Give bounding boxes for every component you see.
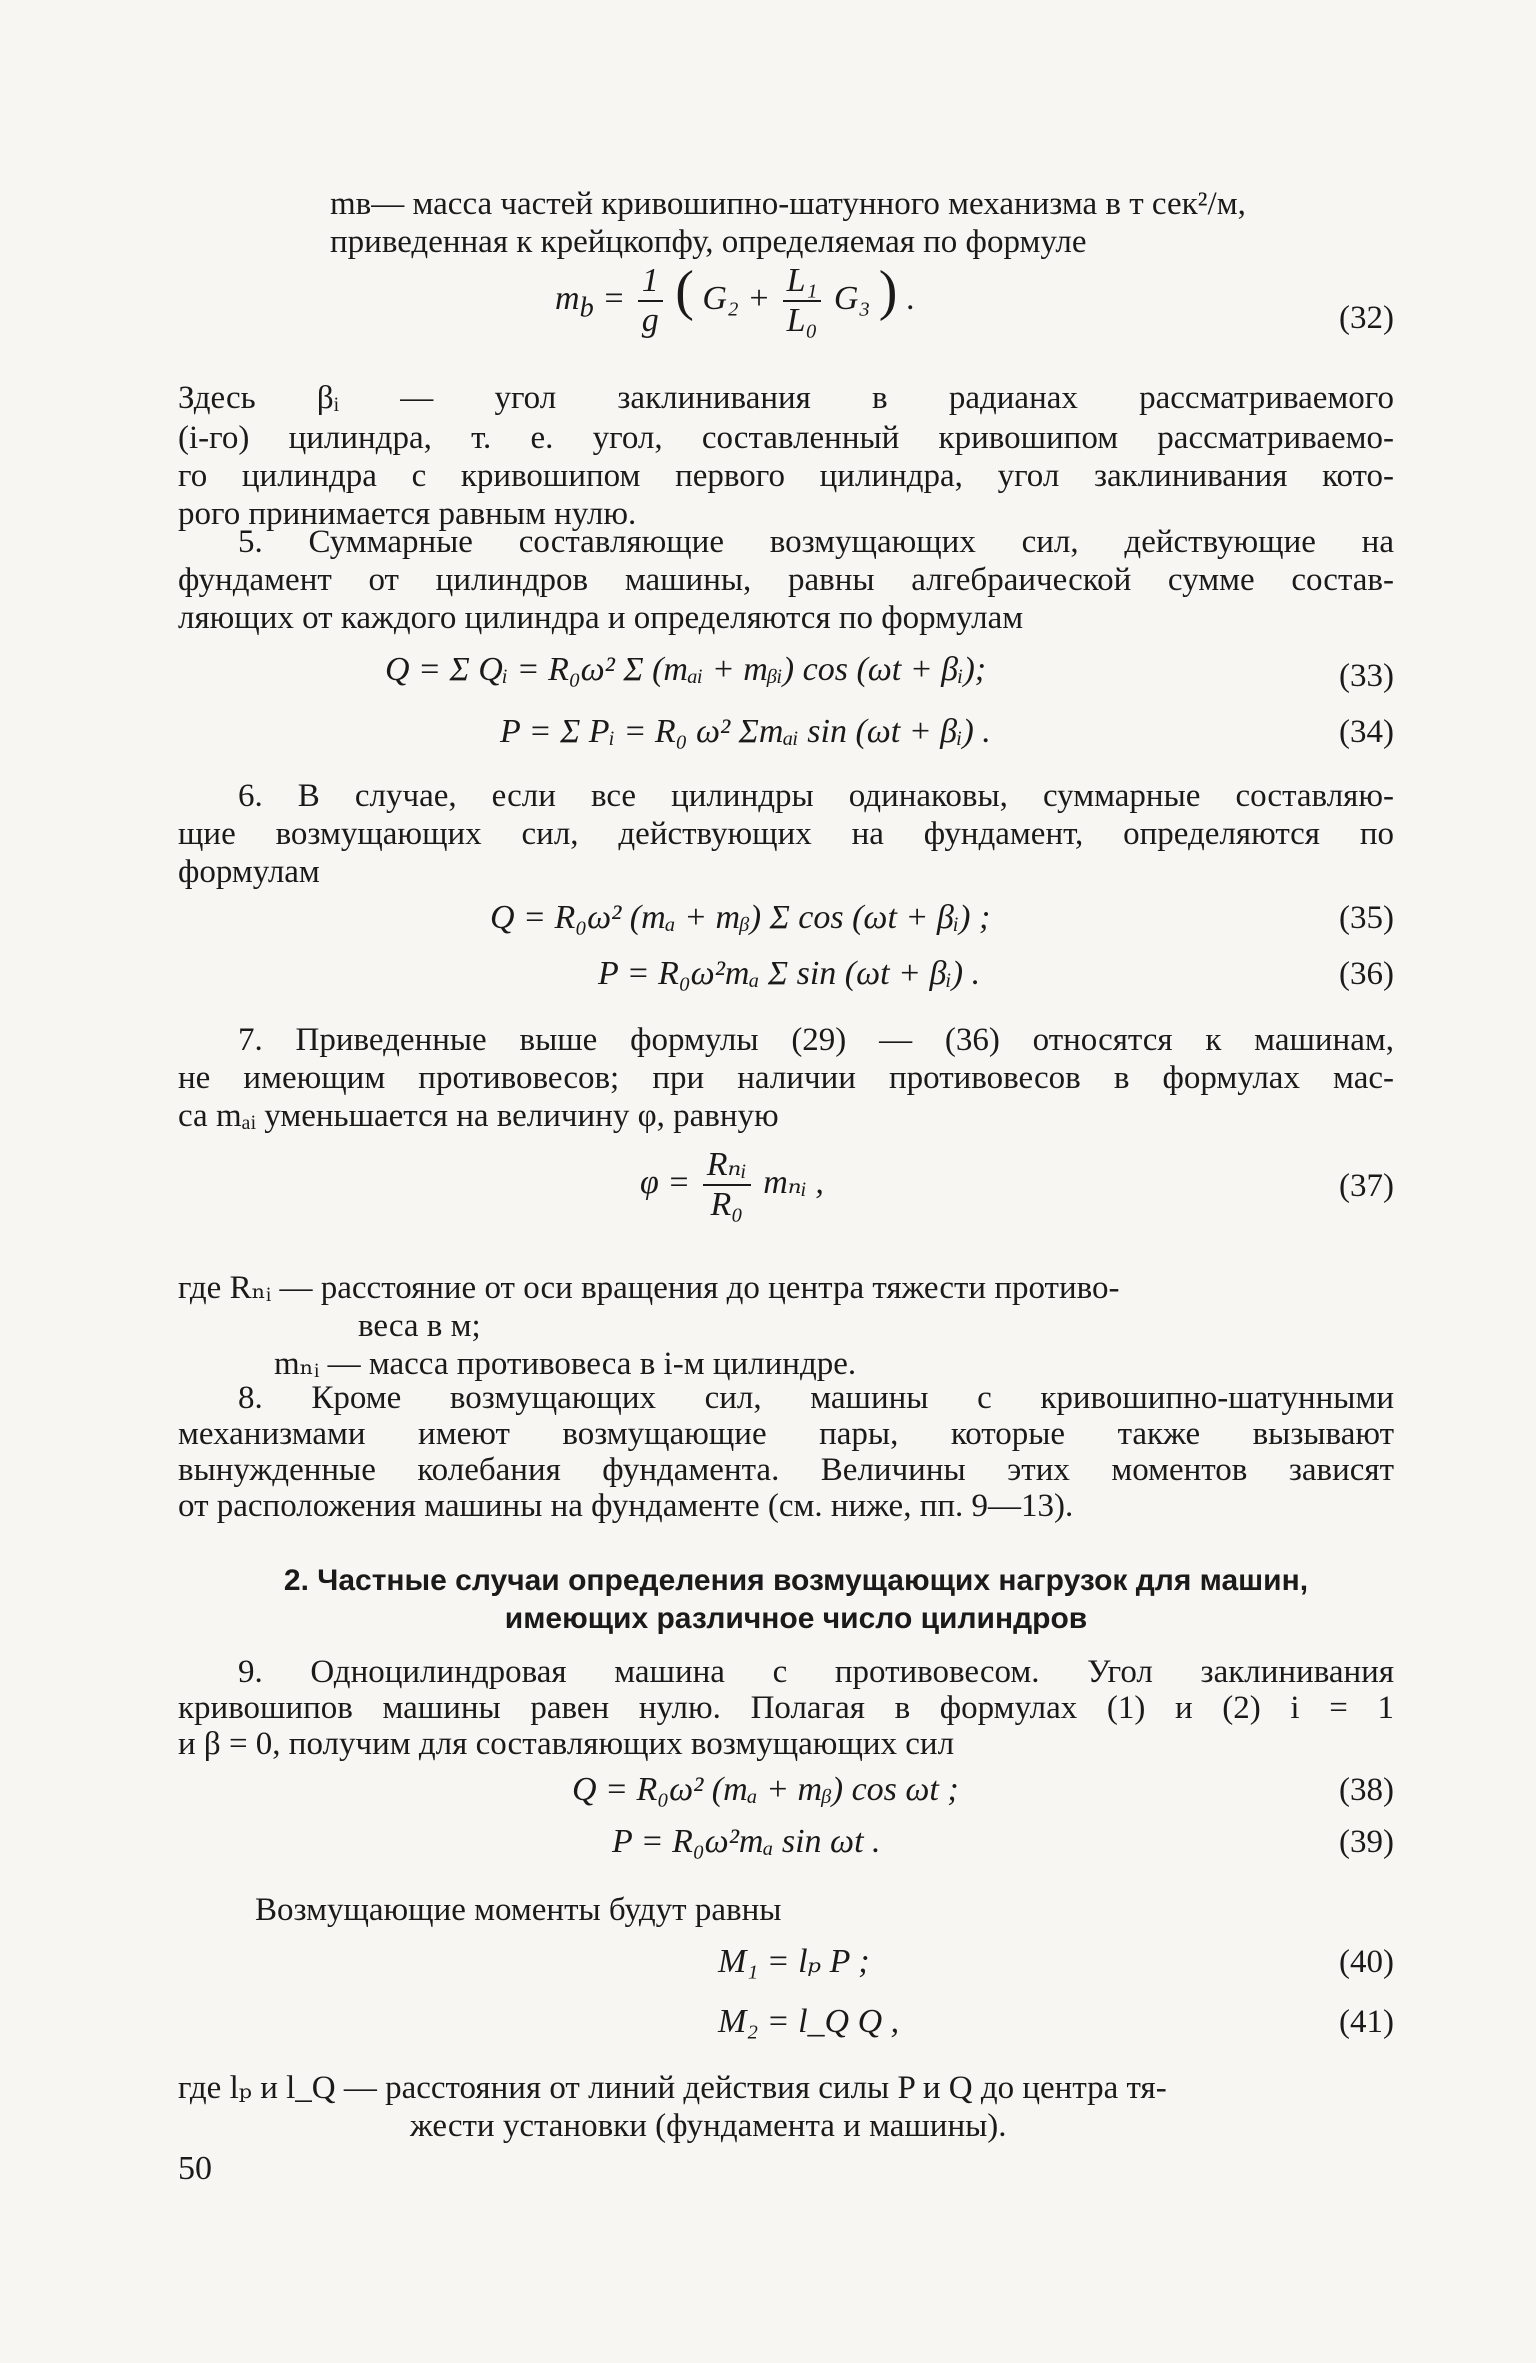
item-9-line-2: кривошипов машины равен нулю. Полагая в формулах (1) и (2) i = 1 xyxy=(178,1690,1394,1726)
equation-number-38: (38) xyxy=(1339,1772,1394,1808)
item-5-line-1: 5. Суммарные составляющие возмущающих сил, действующие на xyxy=(238,524,1394,560)
fraction-1-over-g: $\frac{1}{g}$ xyxy=(638,262,663,340)
where-rni-line-2: веса в м; xyxy=(358,1308,481,1344)
equation-38: Q = R₀ω² (mₐ + mᵦ) cos ωt ; xyxy=(572,1771,959,1808)
where-mni-line: mₙᵢ — масса противовеса в i-м цилиндре. xyxy=(274,1346,857,1382)
equation-number-37: (37) xyxy=(1339,1168,1394,1204)
item-7-line-3: са mₐᵢ уменьшается на величину φ, равную xyxy=(178,1098,779,1134)
equation-37: φ = $\frac{\text{Rₙᵢ}}{\text{R₀}}$ mₙᵢ , xyxy=(640,1146,824,1223)
equation-number-32: (32) xyxy=(1339,300,1394,336)
item-8-line-3: вынужденные колебания фундамента. Величины этих моментов зависят xyxy=(178,1452,1394,1488)
where-lp-lq-line-1: где lₚ и l_Q — расстояния от линий действия силы P и Q до центра тя- xyxy=(178,2070,1167,2106)
fraction-Rni-over-R0: $\frac{\text{Rₙᵢ}}{\text{R₀}}$ xyxy=(703,1146,751,1224)
paragraph-beta-line-1: Здесь βᵢ — угол заклинивания в радианах рассматриваемого xyxy=(178,380,1394,416)
section-heading-line-2: имеющих различное число цилиндров xyxy=(504,1602,1088,1635)
where-lp-lq-line-2: жести установки (фундамента и машины). xyxy=(410,2108,1007,2144)
item-8-line-1: 8. Кроме возмущающих сил, машины с кривошипно-шатунными xyxy=(238,1380,1394,1416)
equation-number-39: (39) xyxy=(1339,1824,1394,1860)
fraction-L1-over-L0: $\frac{\text{L₁}}{\text{L₀}}$ xyxy=(783,262,822,340)
item-6-line-1: 6. В случае, если все цилиндры одинаковы, суммарные составляю- xyxy=(238,778,1394,814)
equation-34: P = Σ Pᵢ = R₀ ω² Σmₐᵢ sin (ωt + βᵢ) . xyxy=(500,713,991,750)
page-number: 50 xyxy=(178,2150,212,2187)
equation-32: $m_b$ = $\frac{1}{g}$ ( G₂ + $\frac{\text{L₁}}{\text{L₀}}$ G₃ ) . xyxy=(555,259,915,339)
equation-33: Q = Σ Qᵢ = R₀ω² Σ (mₐᵢ + mᵦᵢ) cos (ωt + βᵢ); xyxy=(385,651,987,688)
equation-41: M₂ = l_Q Q , xyxy=(718,2003,900,2040)
paragraph-beta-line-4: рого принимается равным нулю. xyxy=(178,496,637,532)
equation-number-34: (34) xyxy=(1339,714,1394,750)
equation-40: M₁ = lₚ P ; xyxy=(718,1943,870,1980)
item-5-line-3: ляющих от каждого цилиндра и определяются по формулам xyxy=(178,600,1024,636)
equation-number-41: (41) xyxy=(1339,2004,1394,2040)
mb-definition-line-2: приведенная к крейцкопфу, определяемая по формуле xyxy=(330,224,1087,260)
item-8-line-4: от расположения машины на фундаменте (см. ниже, пп. 9—13). xyxy=(178,1488,1074,1524)
equation-number-36: (36) xyxy=(1339,956,1394,992)
item-7-line-1: 7. Приведенные выше формулы (29) — (36) относятся к машинам, xyxy=(238,1022,1394,1058)
item-6-line-3: формулам xyxy=(178,854,320,890)
item-6-line-2: щие возмущающих сил, действующих на фундамент, определяются по xyxy=(178,816,1394,852)
section-heading-line-1: 2. Частные случаи определения возмущающих нагрузок для машин, xyxy=(283,1564,1309,1597)
equation-36: P = R₀ω²mₐ Σ sin (ωt + βᵢ) . xyxy=(598,955,981,992)
item-7-line-2: не имеющим противовесов; при наличии противовесов в формулах мас- xyxy=(178,1060,1394,1096)
item-8-line-2: механизмами имеют возмущающие пары, которые также вызывают xyxy=(178,1416,1394,1452)
mb-definition-line-1: mв— масса частей кривошипно-шатунного механизма в т сек²/м, xyxy=(330,186,1246,222)
item-9-line-3: и β = 0, получим для составляющих возмущающих сил xyxy=(178,1726,955,1762)
equation-number-40: (40) xyxy=(1339,1944,1394,1980)
item-9-line-1: 9. Одноцилиндровая машина с противовесом. Угол заклинивания xyxy=(238,1654,1394,1690)
item-5-line-2: фундамент от цилиндров машины, равны алгебраической сумме состав- xyxy=(178,562,1394,598)
paragraph-beta-line-2: (i-го) цилиндра, т. е. угол, составленный кривошипом рассматриваемо- xyxy=(178,420,1394,456)
equation-39: P = R₀ω²mₐ sin ωt . xyxy=(612,1823,881,1860)
where-rni-line-1: где Rₙᵢ — расстояние от оси вращения до центра тяжести противо- xyxy=(178,1270,1120,1306)
equation-number-33: (33) xyxy=(1339,658,1394,694)
equation-35: Q = R₀ω² (mₐ + mᵦ) Σ cos (ωt + βᵢ) ; xyxy=(490,899,991,936)
equation-number-35: (35) xyxy=(1339,900,1394,936)
paragraph-beta-line-3: го цилиндра с кривошипом первого цилиндра, угол заклинивания кото- xyxy=(178,458,1394,494)
moments-intro: Возмущающие моменты будут равны xyxy=(255,1892,782,1928)
